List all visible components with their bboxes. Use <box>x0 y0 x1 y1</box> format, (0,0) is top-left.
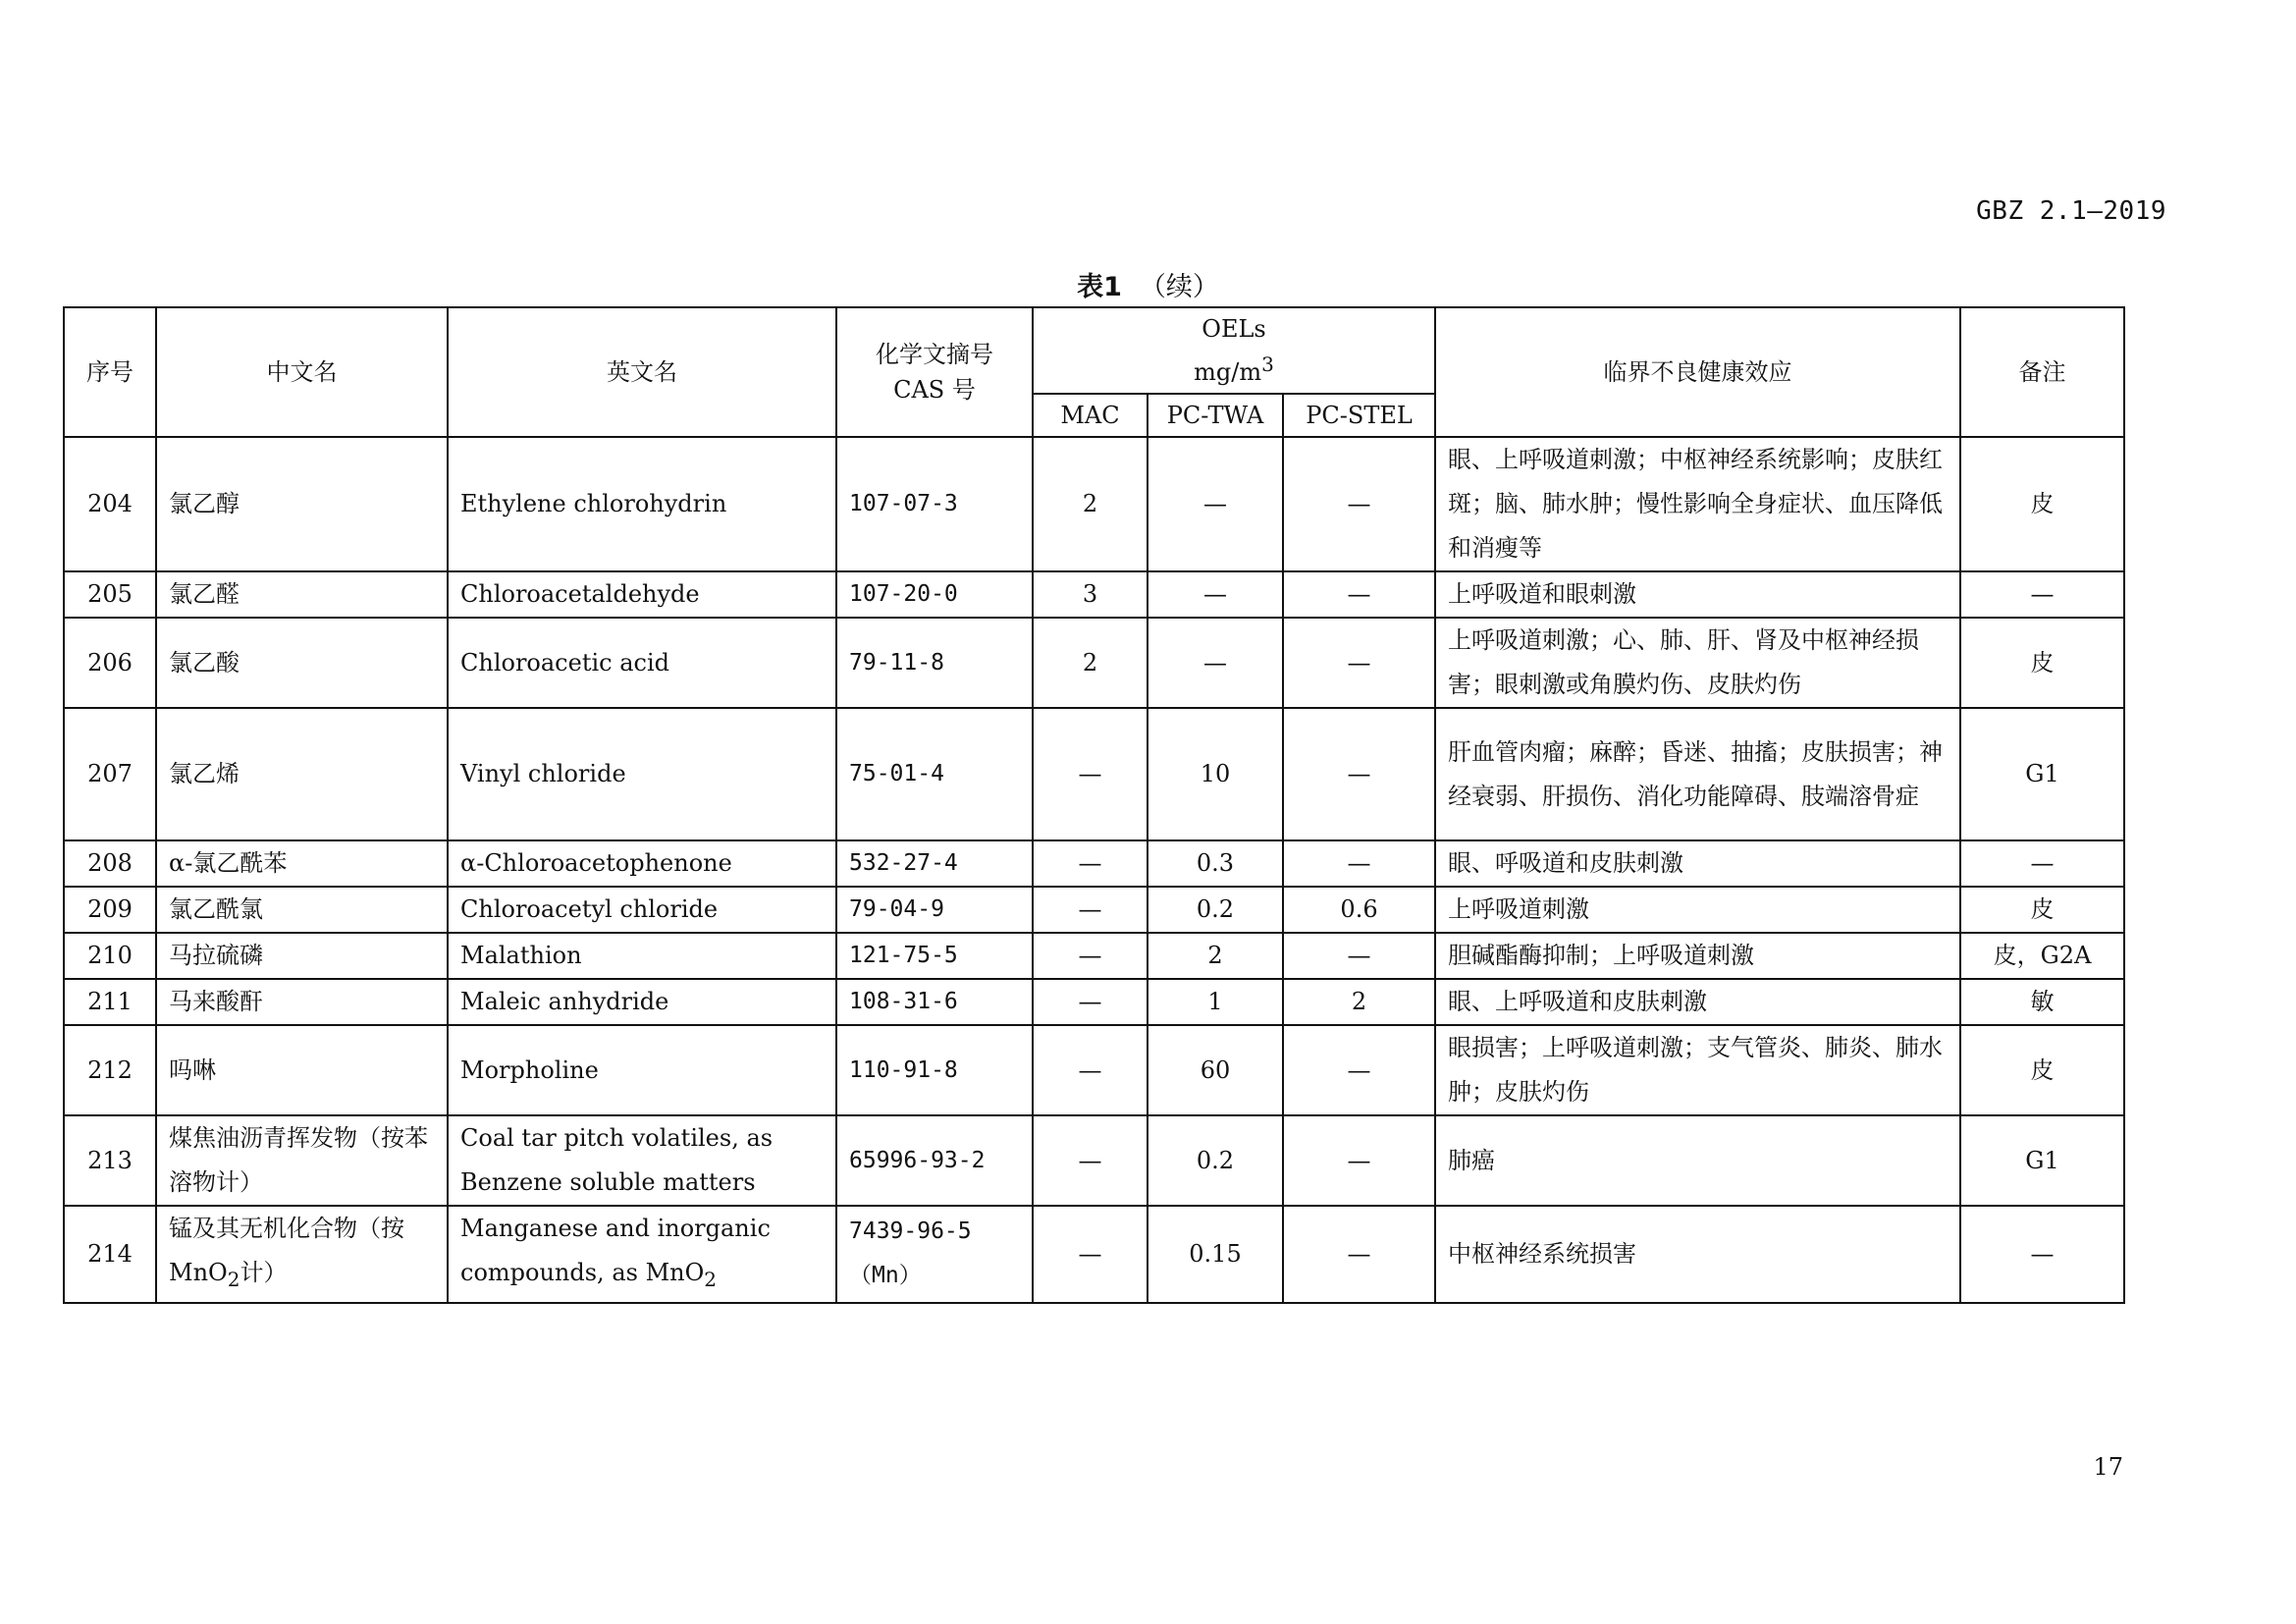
cell-mac: 3 <box>1033 571 1148 618</box>
cell-effect: 肺癌 <box>1435 1115 1960 1206</box>
header-cas <box>836 307 1033 437</box>
cell-mac: — <box>1033 840 1148 887</box>
table-row <box>64 618 2124 708</box>
cell-pc-twa: 1 <box>1148 979 1283 1025</box>
cell-effect: 胆碱酯酶抑制；上呼吸道刺激 <box>1435 933 1960 979</box>
cell-no: 208 <box>64 840 156 887</box>
header-en-name: 英文名 <box>448 307 836 437</box>
cell-pc-twa: — <box>1148 618 1283 708</box>
header-oels-unit <box>1045 347 1422 390</box>
cell-pc-stel: — <box>1283 1115 1435 1206</box>
table-title: 表1 <box>1077 272 1122 302</box>
cell-mac: — <box>1033 1206 1148 1303</box>
cell-cas: 110-91-8 <box>836 1025 1033 1115</box>
cell-no: 207 <box>64 708 156 840</box>
cell-cas: 121-75-5 <box>836 933 1033 979</box>
cell-effect: 眼、呼吸道和皮肤刺激 <box>1435 840 1960 887</box>
cell-cas: 79-11-8 <box>836 618 1033 708</box>
header-oels-line1: OELs <box>1201 315 1266 343</box>
cell-mac: — <box>1033 887 1148 933</box>
cell-mac: — <box>1033 979 1148 1025</box>
header-pc-stel: PC-STEL <box>1283 394 1435 437</box>
cell-remark: 敏 <box>1960 979 2124 1025</box>
table-row <box>64 933 2124 979</box>
cell-pc-twa: — <box>1148 571 1283 618</box>
cell-effect: 上呼吸道刺激 <box>1435 887 1960 933</box>
header-oels-unit-sup: 3 <box>1261 352 1274 376</box>
cell-remark: — <box>1960 840 2124 887</box>
cell-cn-name: 氯乙烯 <box>156 708 448 840</box>
cell-mac: 2 <box>1033 618 1148 708</box>
cell-cn-name-text: 锰及其无机化合物（按MnO <box>169 1215 404 1286</box>
cell-en-name: Malathion <box>448 933 836 979</box>
cell-effect: 眼、上呼吸道刺激；中枢神经系统影响；皮肤红斑；脑、肺水肿；慢性影响全身症状、血压降低和消瘦等 <box>1435 437 1960 571</box>
cell-effect: 中枢神经系统损害 <box>1435 1206 1960 1303</box>
cell-cn-name: 煤焦油沥青挥发物（按苯溶物计） <box>156 1115 448 1206</box>
cell-pc-twa: 0.2 <box>1148 887 1283 933</box>
cell-pc-stel: — <box>1283 437 1435 571</box>
header-pc-twa: PC-TWA <box>1148 394 1283 437</box>
table-row <box>64 571 2124 618</box>
cell-mac: 2 <box>1033 437 1148 571</box>
cell-cas: 75-01-4 <box>836 708 1033 840</box>
cell-remark: G1 <box>1960 708 2124 840</box>
cell-mac: — <box>1033 1115 1148 1206</box>
cell-effect: 上呼吸道刺激；心、肺、肝、肾及中枢神经损害；眼刺激或角膜灼伤、皮肤灼伤 <box>1435 618 1960 708</box>
cell-cas: 7439-96-5（Mn） <box>836 1206 1033 1303</box>
cell-effect: 眼、上呼吸道和皮肤刺激 <box>1435 979 1960 1025</box>
cell-pc-twa: 10 <box>1148 708 1283 840</box>
header-effects: 临界不良健康效应 <box>1435 307 1960 437</box>
cell-cn-name: α-氯乙酰苯 <box>156 840 448 887</box>
standard-code: GBZ 2.1—2019 <box>1976 196 2166 226</box>
header-cas-line1: 化学文摘号 <box>876 341 993 368</box>
cell-pc-stel: — <box>1283 571 1435 618</box>
cell-remark: 皮 <box>1960 1025 2124 1115</box>
cell-cn-name: 氯乙醛 <box>156 571 448 618</box>
table-row <box>64 1025 2124 1115</box>
cell-no: 210 <box>64 933 156 979</box>
cell-cn-name: 氯乙醇 <box>156 437 448 571</box>
cell-pc-stel: — <box>1283 933 1435 979</box>
cell-en-name: Ethylene chlorohydrin <box>448 437 836 571</box>
cell-cn-name: 氯乙酸 <box>156 618 448 708</box>
cell-en-name: Maleic anhydride <box>448 979 836 1025</box>
cell-no: 205 <box>64 571 156 618</box>
cell-pc-twa: 0.3 <box>1148 840 1283 887</box>
header-remarks: 备注 <box>1960 307 2124 437</box>
cell-cas: 108-31-6 <box>836 979 1033 1025</box>
header-no: 序号 <box>64 307 156 437</box>
cell-cn-name: 氯乙酰氯 <box>156 887 448 933</box>
cell-pc-stel: 0.6 <box>1283 887 1435 933</box>
table-row <box>64 1206 2124 1303</box>
cell-effect: 眼损害；上呼吸道刺激；支气管炎、肺炎、肺水肿；皮肤灼伤 <box>1435 1025 1960 1115</box>
cell-cas: 532-27-4 <box>836 840 1033 887</box>
cell-no: 211 <box>64 979 156 1025</box>
cell-en-name: Morpholine <box>448 1025 836 1115</box>
table-row <box>64 708 2124 840</box>
cell-effect: 肝血管肉瘤；麻醉；昏迷、抽搐；皮肤损害；神经衰弱、肝损伤、消化功能障碍、肢端溶骨症 <box>1435 708 1960 840</box>
cell-cn-name: 马来酸酐 <box>156 979 448 1025</box>
header-oels-unit-base: mg/m <box>1194 358 1262 386</box>
cell-remark: 皮 <box>1960 618 2124 708</box>
cell-no: 204 <box>64 437 156 571</box>
cell-cas: 79-04-9 <box>836 887 1033 933</box>
cell-pc-twa: 0.15 <box>1148 1206 1283 1303</box>
cell-pc-stel: — <box>1283 1025 1435 1115</box>
cell-no: 213 <box>64 1115 156 1206</box>
cell-cn-name-sub: 2 <box>227 1267 240 1291</box>
cell-mac: — <box>1033 1025 1148 1115</box>
table-row <box>64 437 2124 571</box>
cell-pc-stel: 2 <box>1283 979 1435 1025</box>
cell-no: 212 <box>64 1025 156 1115</box>
page-number: 17 <box>2093 1453 2123 1481</box>
cell-remark: — <box>1960 1206 2124 1303</box>
cell-no: 214 <box>64 1206 156 1303</box>
cell-cn-name: 吗啉 <box>156 1025 448 1115</box>
cell-cas: 107-20-0 <box>836 571 1033 618</box>
table-caption <box>0 265 2296 303</box>
table-title-suffix: （续） <box>1139 272 1219 302</box>
cell-cn-name <box>156 1206 448 1303</box>
cell-pc-twa: 60 <box>1148 1025 1283 1115</box>
cell-cn-name-tail: 计） <box>240 1259 288 1286</box>
cell-effect: 上呼吸道和眼刺激 <box>1435 571 1960 618</box>
cell-en-name: Coal tar pitch volatiles, as Benzene soluble matters <box>448 1115 836 1206</box>
cell-pc-twa: 2 <box>1148 933 1283 979</box>
cell-remark: — <box>1960 571 2124 618</box>
cell-en-name-sub: 2 <box>704 1267 718 1291</box>
cell-en-name: Chloroacetic acid <box>448 618 836 708</box>
header-cas-line2: CAS 号 <box>893 376 976 404</box>
header-oels <box>1033 307 1435 394</box>
cell-pc-twa: — <box>1148 437 1283 571</box>
cell-remark: 皮，G2A <box>1960 933 2124 979</box>
cell-cas: 107-07-3 <box>836 437 1033 571</box>
cell-mac: — <box>1033 933 1148 979</box>
table-row <box>64 840 2124 887</box>
cell-pc-stel: — <box>1283 618 1435 708</box>
cell-no: 209 <box>64 887 156 933</box>
cell-pc-stel: — <box>1283 1206 1435 1303</box>
cell-cn-name: 马拉硫磷 <box>156 933 448 979</box>
table-row <box>64 1115 2124 1206</box>
cell-remark: 皮 <box>1960 437 2124 571</box>
cell-pc-stel: — <box>1283 840 1435 887</box>
cell-mac: — <box>1033 708 1148 840</box>
cell-en-name: Chloroacetaldehyde <box>448 571 836 618</box>
cell-en-name <box>448 1206 836 1303</box>
cell-en-name: α-Chloroacetophenone <box>448 840 836 887</box>
cell-pc-stel: — <box>1283 708 1435 840</box>
cell-en-name: Vinyl chloride <box>448 708 836 840</box>
oel-table <box>63 306 2125 1304</box>
cell-cas: 65996-93-2 <box>836 1115 1033 1206</box>
header-mac: MAC <box>1033 394 1148 437</box>
cell-en-name: Chloroacetyl chloride <box>448 887 836 933</box>
table-row <box>64 887 2124 933</box>
cell-no: 206 <box>64 618 156 708</box>
cell-remark: G1 <box>1960 1115 2124 1206</box>
cell-remark: 皮 <box>1960 887 2124 933</box>
cell-en-name-text: Manganese and inorganic compounds, as MnO <box>460 1215 771 1286</box>
table-row <box>64 979 2124 1025</box>
cell-pc-twa: 0.2 <box>1148 1115 1283 1206</box>
header-cn-name: 中文名 <box>156 307 448 437</box>
